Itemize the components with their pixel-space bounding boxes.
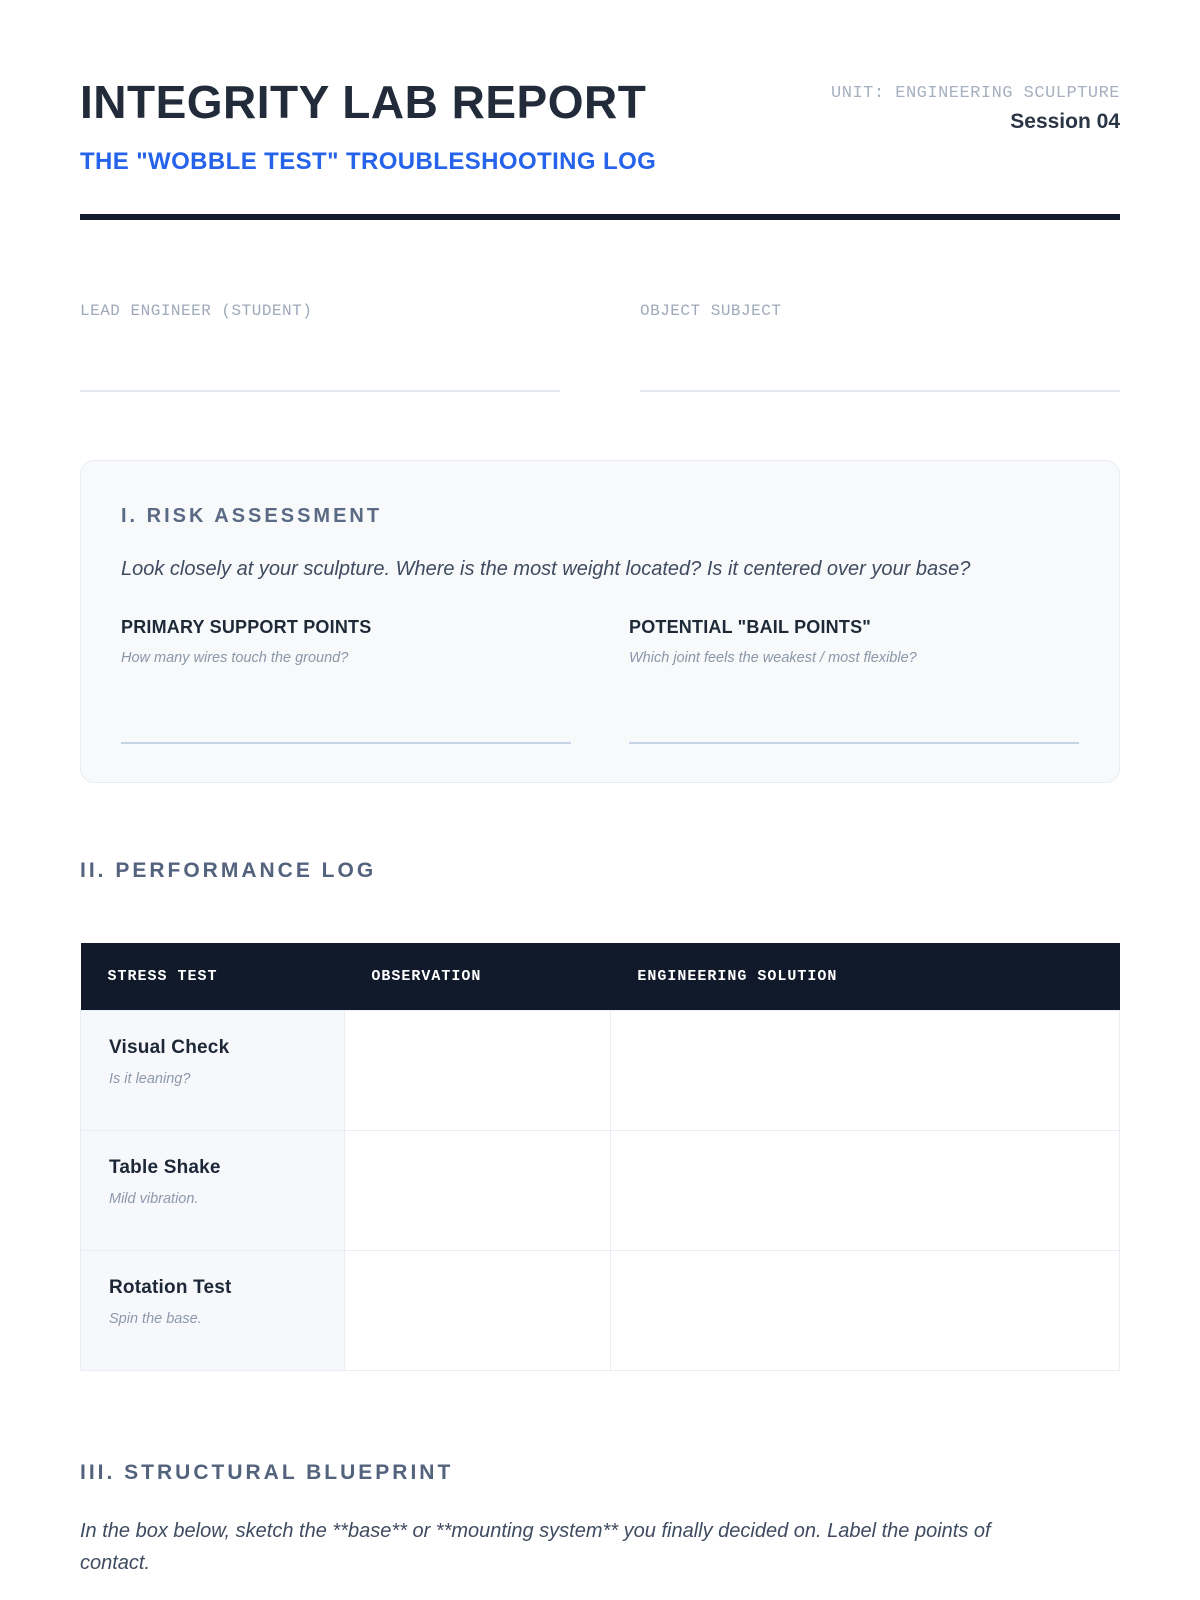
observation-input-cell[interactable]: [344, 1251, 610, 1371]
primary-support-column: [121, 617, 571, 744]
document-header: [80, 0, 1120, 134]
unit-label: UNIT: ENGINEERING SCULPTURE: [831, 84, 1120, 103]
table-header-row: [81, 943, 1120, 1011]
bail-points-column: [629, 617, 1079, 744]
solution-input-cell[interactable]: [610, 1011, 1119, 1131]
table-row: [81, 1131, 1120, 1251]
field-object-subject: [640, 302, 1120, 392]
performance-log-table: [80, 943, 1120, 1371]
test-hint: Spin the base.: [109, 1311, 202, 1327]
test-name: Table Shake: [109, 1157, 221, 1178]
title-block: [80, 78, 646, 126]
structural-blueprint-prompt: In the box below, sketch the **base** or **mounting system** you finally decided on. Label the points of contact.: [80, 1520, 991, 1574]
field-lead-engineer: [80, 302, 560, 392]
visual-check-cell: [81, 1011, 345, 1131]
primary-support-input[interactable]: [121, 666, 571, 744]
test-hint: Mild vibration.: [109, 1191, 199, 1207]
primary-support-heading: PRIMARY SUPPORT POINTS: [121, 617, 372, 637]
table-row: [81, 1251, 1120, 1371]
solution-input-cell[interactable]: [610, 1251, 1119, 1371]
risk-assessment-heading: I. RISK ASSESSMENT: [121, 505, 383, 527]
header-divider: [80, 214, 1120, 220]
observation-input-cell[interactable]: [344, 1011, 610, 1131]
info-fields: [80, 302, 1120, 392]
rotation-test-cell: [81, 1251, 345, 1371]
lead-engineer-label: LEAD ENGINEER (STUDENT): [80, 302, 313, 320]
lead-engineer-input[interactable]: [80, 320, 560, 392]
observation-input-cell[interactable]: [344, 1131, 610, 1251]
object-subject-label: OBJECT SUBJECT: [640, 302, 782, 320]
page-title: INTEGRITY LAB REPORT: [80, 76, 647, 128]
table-row: [81, 1011, 1120, 1131]
risk-assessment-prompt: Look closely at your sculpture. Where is the most weight located? Is it centered over your base?: [121, 558, 971, 580]
observation-column-header: OBSERVATION: [344, 943, 610, 1011]
test-name: Rotation Test: [109, 1277, 232, 1298]
bail-points-hint: Which joint feels the weakest / most flexible?: [629, 650, 917, 666]
table-shake-cell: [81, 1131, 345, 1251]
performance-log-heading: II. PERFORMANCE LOG: [80, 859, 377, 882]
bail-points-input[interactable]: [629, 666, 1079, 744]
risk-assessment-section: [80, 460, 1120, 783]
stress-test-column-header: STRESS TEST: [81, 943, 345, 1011]
object-subject-input[interactable]: [640, 320, 1120, 392]
solution-input-cell[interactable]: [610, 1131, 1119, 1251]
structural-blueprint-heading: III. STRUCTURAL BLUEPRINT: [80, 1461, 454, 1484]
primary-support-hint: How many wires touch the ground?: [121, 650, 349, 666]
bail-points-heading: POTENTIAL "BAIL POINTS": [629, 617, 872, 637]
engineering-solution-column-header: ENGINEERING SOLUTION: [610, 943, 1119, 1011]
test-hint: Is it leaning?: [109, 1071, 191, 1087]
risk-assessment-columns: [121, 617, 1079, 744]
session-label: Session 04: [1010, 110, 1120, 133]
page-subtitle: THE "WOBBLE TEST" TROUBLESHOOTING LOG: [80, 148, 657, 175]
header-meta: [831, 78, 1120, 134]
test-name: Visual Check: [109, 1037, 230, 1058]
